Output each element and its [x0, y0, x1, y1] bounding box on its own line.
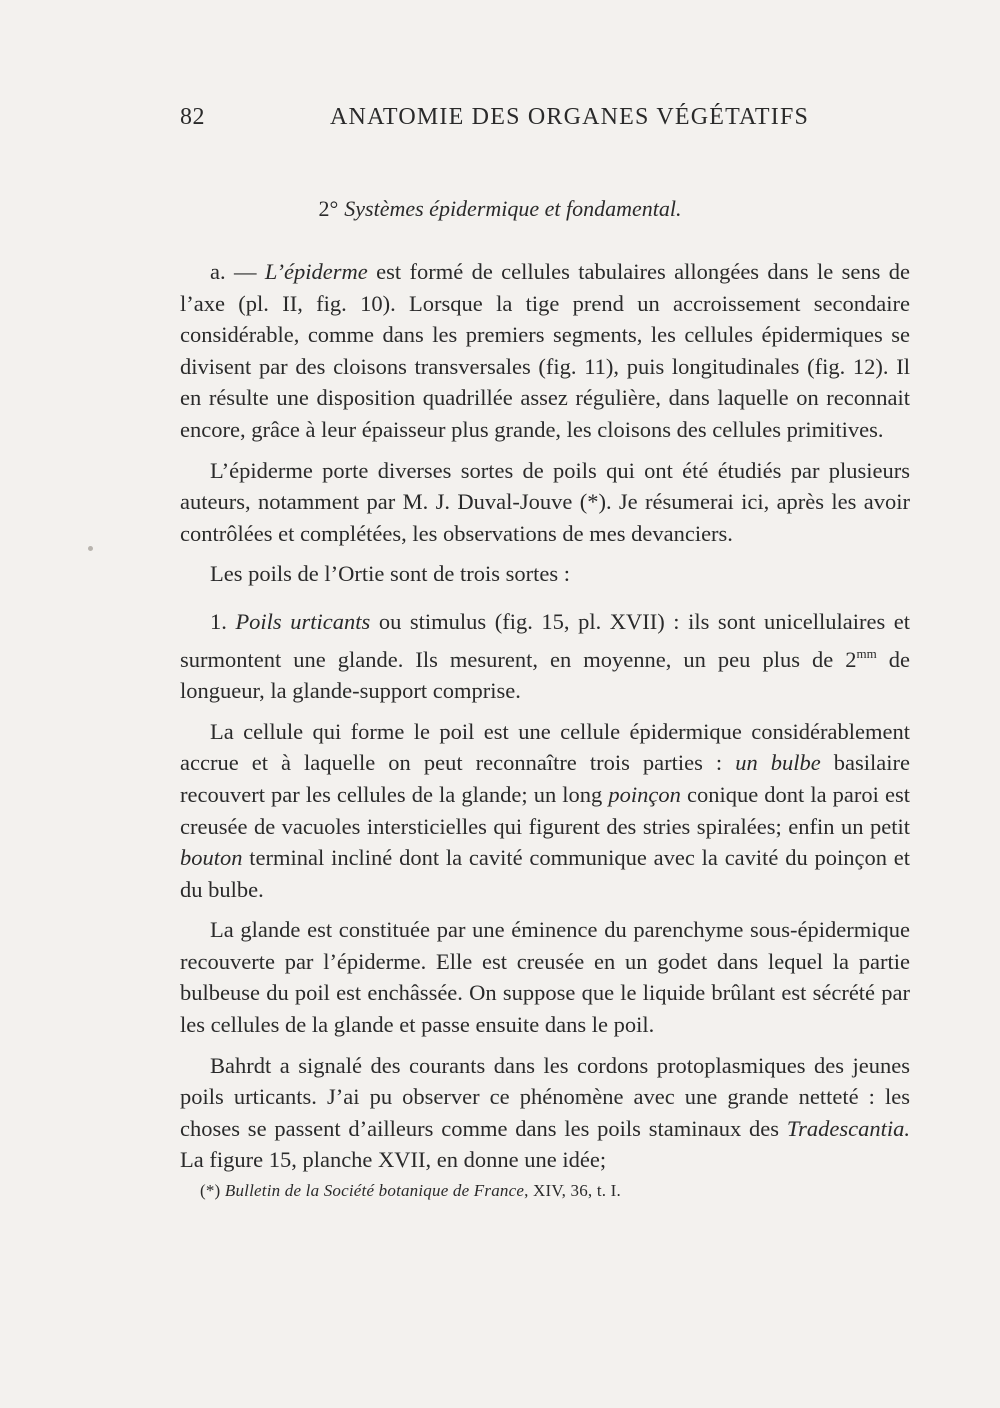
footnote-source: Bulletin de la Société botanique de France — [224, 1181, 525, 1200]
paragraph-text: Bahrdt a signalé des courants dans les cordons protoplasmiques des jeunes poils urticants. J’ai pu observer ce phénomène avec une grande netteté : les choses se passent d’ailleurs comme dans les poils staminaux des — [180, 1052, 910, 1141]
term-bulbe: un bulbe — [735, 750, 821, 776]
term-bouton: bouton — [180, 845, 243, 871]
paragraph-epiderme — [180, 256, 910, 446]
paragraph-text: La cellule qui forme le poil est une cellule épidermique considérablement accrue et à laquelle on peut reconnaître trois parties : — [180, 718, 910, 776]
paragraph-text: ou stimulus (fig. 15, pl. XVII) : ils sont unicellulaires et surmontent une glande. Ils mesurent, en moyenne, un peu plus de 2 — [180, 608, 911, 672]
term-poils-urticants: Poils urticants — [235, 608, 371, 634]
term-poincon: poinçon — [608, 781, 681, 807]
paragraph-text: terminal incliné dont la cavité communique avec la cavité du poinçon et du bulbe. — [180, 845, 910, 902]
item-marker: 1. — [210, 608, 236, 634]
paragraph-cellule — [180, 716, 910, 906]
paragraph-glande: La glande est constituée par une éminence du parenchyme sous-épidermique recouverte par l’épiderme. Elle est creusée en un godet dans lequel la partie bulbeuse du poil est enchâssée. On suppose que le liquide brûlant est sécrété par les cellules de la glande et passe ensuite dans le poil. — [180, 917, 910, 1038]
item-marker: a. — — [210, 259, 265, 284]
footnote-mark: (*) — [200, 1181, 221, 1200]
paragraph-poils-urticants — [180, 606, 910, 707]
section-title: Systèmes épidermique et fondamental. — [344, 196, 682, 221]
footnote — [200, 1181, 900, 1201]
paragraph-text: de longueur, la glande-support comprise. — [180, 646, 910, 704]
page-number: 82 — [180, 104, 205, 130]
footnote-reference: , XIV, 36, t. I. — [524, 1181, 621, 1200]
term-tradescantia: Tradescantia. — [786, 1115, 910, 1141]
paragraph-poils: L’épiderme porte diverses sortes de poils qui ont été étudiés par plusieurs auteurs, notamment par M. J. Duval-Jouve (*). Je résumerai ici, après les avoir contrôlées et complétées, les observations de mes devanciers. — [180, 457, 910, 546]
paragraph-bahrdt — [180, 1050, 910, 1176]
running-title: ANATOMIE DES ORGANES VÉGÉTATIFS — [330, 104, 810, 130]
unit-superscript: mm — [856, 645, 877, 661]
section-number: 2° — [318, 196, 339, 221]
paragraph-text: conique dont la paroi est creusée de vacuoles intersticielles qui figurent des stries spiralées; enfin un petit — [180, 781, 910, 839]
body-text — [180, 256, 910, 1176]
paper-speck — [88, 546, 93, 551]
page-header — [180, 104, 920, 144]
paragraph-trois-sortes: Les poils de l’Ortie sont de trois sortes : — [210, 561, 570, 587]
paragraph-text: est formé de cellules tabulaires allongées dans le sens de l’axe (pl. II, fig. 10). Lorsque la tige prend un accroissement secondaire considérable, comme dans les premiers segments, les cellules épidermiques se divisent par des cloisons transversales (fig. 11), puis longitudinales (fig. 12). Il en résulte une disposition quadrillée assez régulière, dans laquelle on reconnait encore, grâce à leur épaisseur plus grande, les cloisons des cellules primitives. — [180, 259, 910, 442]
section-heading — [0, 196, 1000, 222]
term-epiderme: L’épiderme — [264, 259, 368, 284]
paragraph-text: La figure 15, planche XVII, en donne une idée; — [180, 1147, 607, 1173]
paragraph-text: basilaire recouvert par les cellules de la glande; un long — [180, 750, 910, 807]
